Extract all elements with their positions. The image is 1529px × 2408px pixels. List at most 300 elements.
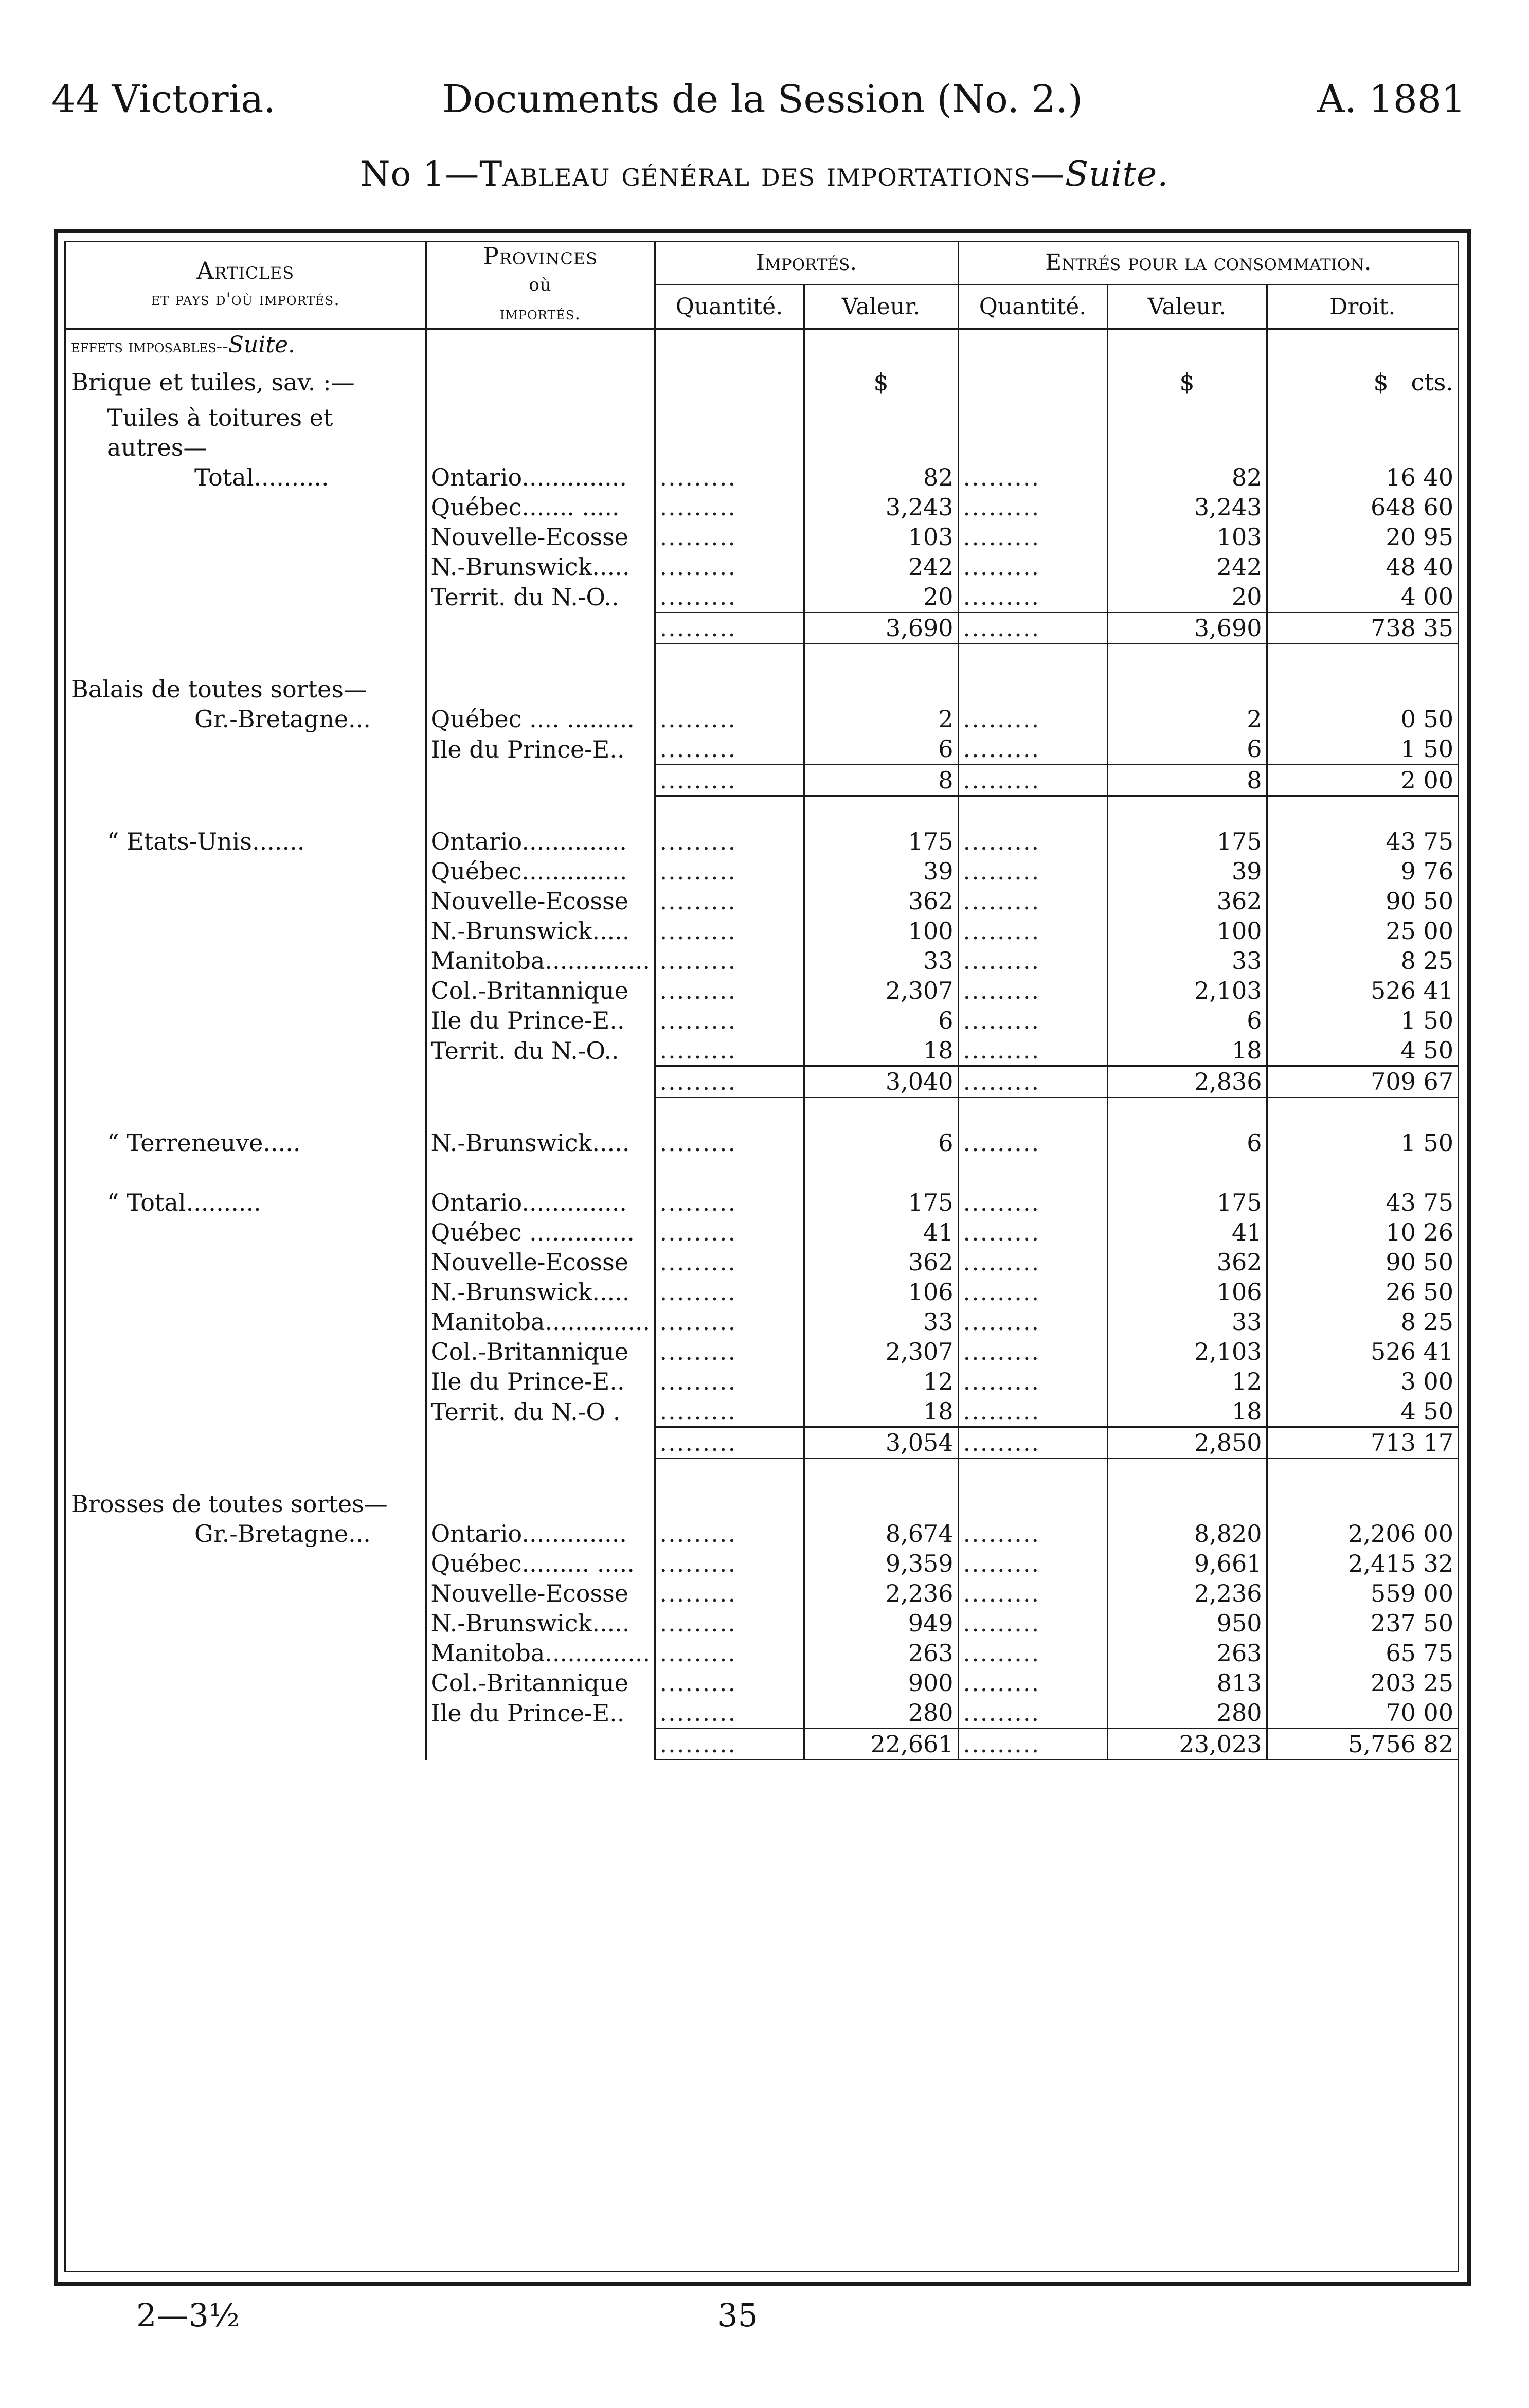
group-country-label: Total.......... [194, 463, 329, 491]
valeur2-cell: 2 [1107, 704, 1267, 734]
quantite2-cell: ......... [958, 734, 1107, 765]
spacer-cell [655, 1489, 804, 1519]
province-cell: Manitoba.............. [426, 1307, 655, 1337]
table-row [66, 1396, 1458, 1427]
droit-cell: 8 25 [1267, 946, 1458, 976]
spacer-cell [426, 765, 655, 796]
col-provinces-line3: importés. [499, 303, 581, 324]
droit-cell: 1 50 [1267, 1128, 1458, 1158]
total-row [66, 765, 1458, 796]
droit-cell: 43 75 [1267, 826, 1458, 856]
spacer-cell [66, 1578, 426, 1608]
total-row [66, 1066, 1458, 1098]
group-country-label: “ Etats-Unis....... [107, 828, 305, 855]
quantite2-cell: ......... [958, 1035, 1107, 1066]
valeur-cell: 39 [804, 856, 958, 886]
valeur2-cell: 6 [1107, 734, 1267, 765]
province-cell: Ontario.............. [426, 462, 655, 492]
table-row [66, 1698, 1458, 1729]
droit-cell: 526 41 [1267, 1337, 1458, 1367]
quantite-cell: ......... [655, 1608, 804, 1638]
quantite-cell: ......... [655, 826, 804, 856]
quantite-cell: ......... [655, 946, 804, 976]
valeur-cell: 33 [804, 946, 958, 976]
province-cell: Ontario.............. [426, 1519, 655, 1549]
spacer-cell [426, 796, 655, 827]
quantite2-cell: ......... [958, 582, 1107, 613]
province-cell: N.-Brunswick..... [426, 916, 655, 946]
spacer-cell [804, 1459, 958, 1489]
valeur-cell: 18 [804, 1396, 958, 1427]
group-country-label: “ Terreneuve..... [107, 1129, 301, 1157]
valeur2-cell: 263 [1107, 1638, 1267, 1668]
col-articles [66, 242, 426, 329]
total-quantite: ......... [655, 1066, 804, 1098]
droit-cell: 10 26 [1267, 1217, 1458, 1247]
valeur2-cell: 2,103 [1107, 1337, 1267, 1367]
quantite2-cell: ......... [958, 946, 1107, 976]
droit-cell: 48 40 [1267, 552, 1458, 582]
spacer-cell [66, 1549, 426, 1578]
droit-cell: 2,415 32 [1267, 1549, 1458, 1578]
total-quantite: ......... [655, 1729, 804, 1760]
quantite2-cell: ......... [958, 856, 1107, 886]
quantite2-cell: ......... [958, 1005, 1107, 1035]
province-cell: Québec.............. [426, 856, 655, 886]
quantite-cell: ......... [655, 1337, 804, 1367]
spacer-cell [66, 1638, 426, 1668]
spacer-cell [66, 1459, 426, 1489]
province-cell: Col.-Britannique [426, 1668, 655, 1698]
spacer-cell [66, 1005, 426, 1035]
quantite-cell: ......... [655, 492, 804, 522]
quantite2-cell: ......... [958, 1367, 1107, 1396]
province-cell: Col.-Britannique [426, 976, 655, 1005]
currency-cts: cts. [1411, 368, 1454, 396]
spacer-cell [426, 1459, 655, 1489]
valeur2-cell: 242 [1107, 552, 1267, 582]
spacer-cell [66, 1729, 426, 1760]
title-main: Tableau général des importations— [479, 154, 1065, 194]
total-valeur2: 3,690 [1107, 613, 1267, 644]
spacer-cell [66, 856, 426, 886]
province-cell: Manitoba.............. [426, 1638, 655, 1668]
spacer-cell [958, 403, 1107, 433]
spacer-cell [655, 433, 804, 462]
table-row [66, 1005, 1458, 1035]
group-label-row [66, 433, 1458, 462]
spacer-cell [1107, 796, 1267, 827]
table-row [66, 946, 1458, 976]
header-center: Documents de la Session (No. 2.) [442, 77, 1083, 121]
quantite-cell: ......... [655, 1367, 804, 1396]
spacer-cell [1267, 796, 1458, 827]
valeur-cell: 900 [804, 1668, 958, 1698]
province-cell: Nouvelle-Ecosse [426, 522, 655, 552]
footer-signature: 2—3½ [136, 2296, 240, 2334]
spacer-cell [66, 1277, 426, 1307]
spacer-cell [66, 1307, 426, 1337]
spacer-cell [958, 1098, 1107, 1128]
valeur2-cell: 41 [1107, 1217, 1267, 1247]
valeur-cell: 280 [804, 1698, 958, 1729]
valeur2-cell: 813 [1107, 1668, 1267, 1698]
valeur2-cell: 39 [1107, 856, 1267, 886]
table-row [66, 1578, 1458, 1608]
total-valeur2: 2,850 [1107, 1427, 1267, 1459]
total-quantite: ......... [655, 613, 804, 644]
spacer-cell [804, 1158, 958, 1188]
droit-cell: 1 50 [1267, 1005, 1458, 1035]
valeur-cell: 103 [804, 522, 958, 552]
quantite2-cell: ......... [958, 522, 1107, 552]
quantite-cell: ......... [655, 552, 804, 582]
province-cell: N.-Brunswick..... [426, 1128, 655, 1158]
table-row [66, 886, 1458, 916]
spacer-cell [1107, 1489, 1267, 1519]
spacer-cell [1107, 433, 1267, 462]
table-row [66, 1367, 1458, 1396]
total-quantite: ......... [655, 765, 804, 796]
total-valeur2: 23,023 [1107, 1729, 1267, 1760]
quantite2-cell: ......... [958, 552, 1107, 582]
total-quantite2: ......... [958, 1066, 1107, 1098]
quantite-cell: ......... [655, 916, 804, 946]
quantite2-cell: ......... [958, 1277, 1107, 1307]
droit-cell: 0 50 [1267, 704, 1458, 734]
quantite2-cell: ......... [958, 1396, 1107, 1427]
droit-cell: 4 50 [1267, 1396, 1458, 1427]
valeur2-cell: 33 [1107, 946, 1267, 976]
table-row [66, 704, 1458, 734]
quantite-cell: ......... [655, 1247, 804, 1277]
quantite-cell: ......... [655, 734, 804, 765]
droit-cell: 70 00 [1267, 1698, 1458, 1729]
spacer-cell [66, 946, 426, 976]
valeur2-cell: 33 [1107, 1307, 1267, 1337]
spacer-cell [804, 644, 958, 675]
province-cell: Territ. du N.-O.. [426, 582, 655, 613]
valeur-cell: 263 [804, 1638, 958, 1668]
quantite-cell: ......... [655, 1217, 804, 1247]
col-quantite: Quantité. [655, 285, 804, 329]
quantite2-cell: ......... [958, 1188, 1107, 1217]
total-droit: 713 17 [1267, 1427, 1458, 1459]
spacer-cell [66, 916, 426, 946]
total-droit: 738 35 [1267, 613, 1458, 644]
droit-cell: 3 00 [1267, 1367, 1458, 1396]
quantite-cell: ......... [655, 1519, 804, 1549]
quantite-cell: ......... [655, 582, 804, 613]
header-row-top [66, 242, 1458, 285]
spacer-cell [426, 1427, 655, 1459]
spacer-cell [958, 796, 1107, 827]
valeur2-cell: 12 [1107, 1367, 1267, 1396]
quantite2-cell: ......... [958, 1549, 1107, 1578]
group-spacer [66, 644, 1458, 675]
valeur-cell: 2,307 [804, 1337, 958, 1367]
province-cell: Manitoba.............. [426, 946, 655, 976]
spacer-cell [426, 1066, 655, 1098]
table-row [66, 522, 1458, 552]
spacer-cell [655, 403, 804, 433]
table-row [66, 1519, 1458, 1549]
total-droit: 5,756 82 [1267, 1729, 1458, 1760]
droit-cell: 65 75 [1267, 1638, 1458, 1668]
spacer-cell [1267, 1158, 1458, 1188]
spacer-cell [655, 796, 804, 827]
spacer-cell [66, 1098, 426, 1128]
valeur-cell: 6 [804, 734, 958, 765]
spacer-cell [958, 362, 1107, 403]
spacer-cell [426, 1729, 655, 1760]
table-row [66, 976, 1458, 1005]
quantite-cell: ......... [655, 1668, 804, 1698]
province-cell: Territ. du N.-O.. [426, 1035, 655, 1066]
spacer-cell [655, 1098, 804, 1128]
group-label-row [66, 1489, 1458, 1519]
spacer-cell [1267, 1459, 1458, 1489]
group-spacer [66, 1459, 1458, 1489]
valeur-cell: 82 [804, 462, 958, 492]
province-cell: Québec .............. [426, 1217, 655, 1247]
spacer-cell [66, 1698, 426, 1729]
province-cell: Ile du Prince-E.. [426, 1005, 655, 1035]
valeur-cell: 8,674 [804, 1519, 958, 1549]
spacer-cell [804, 674, 958, 704]
quantite2-cell: ......... [958, 1519, 1107, 1549]
province-cell: Nouvelle-Ecosse [426, 1578, 655, 1608]
droit-cell: 43 75 [1267, 1188, 1458, 1217]
group-label-row [66, 674, 1458, 704]
spacer-cell [958, 674, 1107, 704]
group-label-line: Balais de toutes sortes— [71, 675, 367, 703]
section-title-suite: Suite. [228, 332, 296, 358]
valeur2-cell: 362 [1107, 1247, 1267, 1277]
quantite2-cell: ......... [958, 492, 1107, 522]
spacer-cell [1107, 1158, 1267, 1188]
quantite2-cell: ......... [958, 462, 1107, 492]
table-row [66, 1035, 1458, 1066]
total-valeur: 22,661 [804, 1729, 958, 1760]
group-label-line: Brosses de toutes sortes— [71, 1490, 388, 1518]
total-row [66, 1729, 1458, 1760]
spacer-cell [804, 403, 958, 433]
spacer-cell [426, 403, 655, 433]
droit-cell: 9 76 [1267, 856, 1458, 886]
valeur-cell: 175 [804, 1188, 958, 1217]
droit-cell: 4 00 [1267, 582, 1458, 613]
valeur-cell: 6 [804, 1128, 958, 1158]
spacer-cell [66, 976, 426, 1005]
province-cell: Col.-Britannique [426, 1337, 655, 1367]
valeur2-cell: 175 [1107, 826, 1267, 856]
spacer-cell [958, 1459, 1107, 1489]
valeur-cell: 9,359 [804, 1549, 958, 1578]
col-valeur: Valeur. [804, 285, 958, 329]
province-cell: Ontario.............. [426, 1188, 655, 1217]
currency-dollar-droit: $ [1373, 368, 1389, 396]
quantite2-cell: ......... [958, 1307, 1107, 1337]
province-cell: N.-Brunswick..... [426, 552, 655, 582]
total-row [66, 613, 1458, 644]
province-cell: Ile du Prince-E.. [426, 1698, 655, 1729]
header-right: A. 1881 [1317, 77, 1466, 121]
quantite2-cell: ......... [958, 1247, 1107, 1277]
spacer-cell [1107, 674, 1267, 704]
valeur2-cell: 18 [1107, 1396, 1267, 1427]
spacer-cell [66, 1668, 426, 1698]
droit-cell: 203 25 [1267, 1668, 1458, 1698]
quantite-cell: ......... [655, 522, 804, 552]
valeur2-cell: 106 [1107, 1277, 1267, 1307]
droit-cell: 559 00 [1267, 1578, 1458, 1608]
spacer-cell [66, 522, 426, 552]
droit-cell: 648 60 [1267, 492, 1458, 522]
valeur2-cell: 2,236 [1107, 1578, 1267, 1608]
spacer-cell [1107, 1459, 1267, 1489]
spacer-cell [426, 644, 655, 675]
quantite2-cell: ......... [958, 916, 1107, 946]
spacer-cell [66, 1337, 426, 1367]
spacer-cell [1107, 644, 1267, 675]
valeur2-cell: 950 [1107, 1608, 1267, 1638]
quantite-cell: ......... [655, 704, 804, 734]
total-valeur: 3,040 [804, 1066, 958, 1098]
droit-cell: 26 50 [1267, 1277, 1458, 1307]
table-row [66, 856, 1458, 886]
total-valeur: 8 [804, 765, 958, 796]
spacer-cell [958, 433, 1107, 462]
valeur-cell: 242 [804, 552, 958, 582]
spacer-cell [66, 492, 426, 522]
currency-dollar-cts [1267, 362, 1458, 403]
valeur-cell: 2,236 [804, 1578, 958, 1608]
col-valeur-2: Valeur. [1107, 285, 1267, 329]
col-provinces-line2: où [529, 275, 552, 295]
quantite-cell: ......... [655, 1396, 804, 1427]
province-cell: Québec......... ..... [426, 1549, 655, 1578]
valeur-cell: 362 [804, 1247, 958, 1277]
quantite2-cell: ......... [958, 976, 1107, 1005]
valeur-cell: 20 [804, 582, 958, 613]
droit-cell: 1 50 [1267, 734, 1458, 765]
quantite-cell: ......... [655, 1005, 804, 1035]
spacer-cell [66, 644, 426, 675]
valeur2-cell: 2,103 [1107, 976, 1267, 1005]
quantite-cell: ......... [655, 976, 804, 1005]
province-cell: N.-Brunswick..... [426, 1277, 655, 1307]
total-droit: 2 00 [1267, 765, 1458, 796]
valeur-cell: 6 [804, 1005, 958, 1035]
valeur2-cell: 82 [1107, 462, 1267, 492]
group-label-row [66, 403, 1458, 433]
col-provinces [426, 242, 655, 329]
province-cell: N.-Brunswick..... [426, 1608, 655, 1638]
table-row [66, 492, 1458, 522]
quantite-cell: ......... [655, 1277, 804, 1307]
section-title-text: effets imposables-- [71, 336, 228, 357]
header-left: 44 Victoria. [51, 77, 276, 121]
spacer-cell [426, 433, 655, 462]
spacer-cell [958, 1489, 1107, 1519]
droit-cell: 90 50 [1267, 886, 1458, 916]
spacer-cell [1267, 1098, 1458, 1128]
spacer-cell [1267, 403, 1458, 433]
total-valeur2: 2,836 [1107, 1066, 1267, 1098]
spacer-cell [426, 1158, 655, 1188]
droit-cell: 16 40 [1267, 462, 1458, 492]
quantite-cell: ......... [655, 462, 804, 492]
group-label-line: Tuiles à toitures et [107, 404, 333, 432]
table-row [66, 552, 1458, 582]
spacer-cell [66, 1608, 426, 1638]
table-row [66, 1668, 1458, 1698]
page-title [0, 154, 1529, 194]
quantite-cell: ......... [655, 886, 804, 916]
valeur-cell: 12 [804, 1367, 958, 1396]
total-valeur2: 8 [1107, 765, 1267, 796]
valeur-cell: 100 [804, 916, 958, 946]
currency-dollar-valeur2: $ [1107, 362, 1267, 403]
quantite2-cell: ......... [958, 1337, 1107, 1367]
droit-cell: 90 50 [1267, 1247, 1458, 1277]
spacer-cell [66, 886, 426, 916]
col-entered: Entrés pour la consommation. [958, 242, 1458, 285]
province-cell: Territ. du N.-O . [426, 1396, 655, 1427]
table-row [66, 734, 1458, 765]
group-spacer [66, 796, 1458, 827]
valeur-cell: 949 [804, 1608, 958, 1638]
quantite-cell: ......... [655, 1128, 804, 1158]
quantite-cell: ......... [655, 1638, 804, 1668]
valeur-cell: 175 [804, 826, 958, 856]
total-droit: 709 67 [1267, 1066, 1458, 1098]
imports-table [66, 242, 1458, 1760]
valeur2-cell: 362 [1107, 886, 1267, 916]
valeur2-cell: 6 [1107, 1005, 1267, 1035]
valeur2-cell: 6 [1107, 1128, 1267, 1158]
table-row [66, 1608, 1458, 1638]
spacer-cell [804, 796, 958, 827]
valeur2-cell: 9,661 [1107, 1549, 1267, 1578]
group-spacer [66, 1098, 1458, 1128]
total-quantite2: ......... [958, 613, 1107, 644]
running-header [51, 77, 1466, 129]
spacer-cell [655, 1158, 804, 1188]
col-provinces-line1: Provinces [482, 242, 598, 270]
spacer-cell [426, 674, 655, 704]
valeur-cell: 2,307 [804, 976, 958, 1005]
total-quantite2: ......... [958, 1729, 1107, 1760]
spacer-cell [66, 582, 426, 613]
table-row [66, 1247, 1458, 1277]
quantite-cell: ......... [655, 1307, 804, 1337]
quantite2-cell: ......... [958, 886, 1107, 916]
table-row [66, 1128, 1458, 1158]
spacer-cell [1267, 433, 1458, 462]
droit-cell: 25 00 [1267, 916, 1458, 946]
spacer-cell [426, 362, 655, 403]
col-quantite-2: Quantité. [958, 285, 1107, 329]
spacer-cell [1107, 1098, 1267, 1128]
droit-cell: 526 41 [1267, 976, 1458, 1005]
quantite2-cell: ......... [958, 1608, 1107, 1638]
quantite2-cell: ......... [958, 704, 1107, 734]
province-cell: Nouvelle-Ecosse [426, 886, 655, 916]
table-row [66, 916, 1458, 946]
table-row [66, 582, 1458, 613]
